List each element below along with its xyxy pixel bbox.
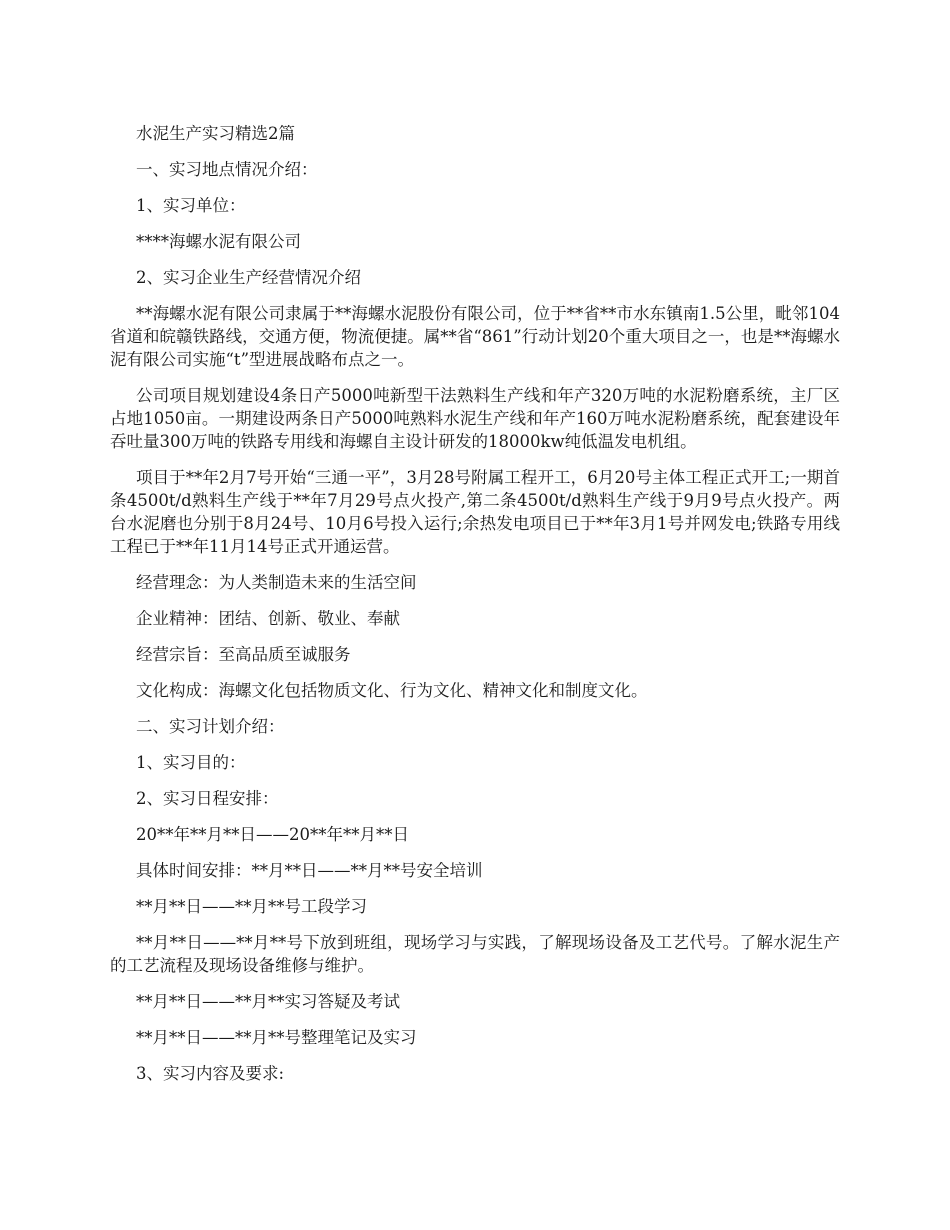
subheading-operations: 2、实习企业生产经营情况介绍 <box>136 268 361 287</box>
company-name: ****海螺水泥有限公司 <box>136 232 301 251</box>
paragraph-company-intro: **海螺水泥有限公司隶属于**海螺水泥股份有限公司，位于**省**市水东镇南1.5公里，毗邻104省道和皖赣铁路线，交通方便，物流便捷。属**省“861”行动计划20个重大项目之一，也是**海螺水泥有限公司实施“t”型进展战略布点之一。 <box>110 304 840 369</box>
enterprise-spirit: 企业精神：团结、创新、敬业、奉献 <box>136 609 400 628</box>
subheading-purpose: 1、实习目的： <box>136 753 246 772</box>
business-philosophy: 经营理念：为人类制造未来的生活空间 <box>136 573 417 592</box>
culture-composition: 文化构成：海螺文化包括物质文化、行为文化、精神文化和制度文化。 <box>136 681 648 700</box>
document-page <box>110 122 840 1098</box>
subheading-unit: 1、实习单位： <box>136 196 246 215</box>
schedule-range: 20**年**月**日——20**年**月**日 <box>136 825 409 844</box>
schedule-item: 具体时间安排：**月**日——**月**号安全培训 <box>136 861 483 880</box>
subheading-content: 3、实习内容及要求: <box>136 1064 285 1083</box>
subheading-schedule: 2、实习日程安排： <box>136 789 279 808</box>
schedule-item: **月**日——**月**号整理笔记及实习 <box>136 1028 417 1047</box>
document-title: 水泥生产实习精选2篇 <box>136 124 295 143</box>
schedule-item: **月**日——**月**实习答疑及考试 <box>136 992 400 1011</box>
business-purpose: 经营宗旨：至高品质至诚服务 <box>136 645 351 664</box>
schedule-item: **月**日——**月**号下放到班组，现场学习与实践，了解现场设备及工艺代号。了解水泥生产的工艺流程及现场设备维修与维护。 <box>110 933 840 975</box>
paragraph-project-plan: 公司项目规划建设4条日产5000吨新型干法熟料生产线和年产320万吨的水泥粉磨系统，主厂区占地1050亩。一期建设两条日产5000吨熟料水泥生产线和年产160万吨水泥粉磨系统，配套建设年吞吐量300万吨的铁路专用线和海螺自主设计研发的18000kw纯低温发电机组。 <box>110 386 840 451</box>
paragraph-project-timeline: 项目于**年2月7号开始“三通一平”，3月28号附属工程开工，6月20号主体工程正式开工;一期首条4500t/d熟料生产线于**年7月29号点火投产,第二条4500t/d熟料生产线于9月9号点火投产。两台水泥磨也分别于8月24号、10月6号投入运行;余热发电项目已于**年3月1号并网发电;铁路专用线工程已于**年11月14号正式开通运营。 <box>110 468 840 556</box>
section-heading-1: 一、实习地点情况介绍： <box>136 160 318 179</box>
schedule-item: **月**日——**月**号工段学习 <box>136 897 367 916</box>
section-heading-2: 二、实习计划介绍： <box>136 717 285 736</box>
